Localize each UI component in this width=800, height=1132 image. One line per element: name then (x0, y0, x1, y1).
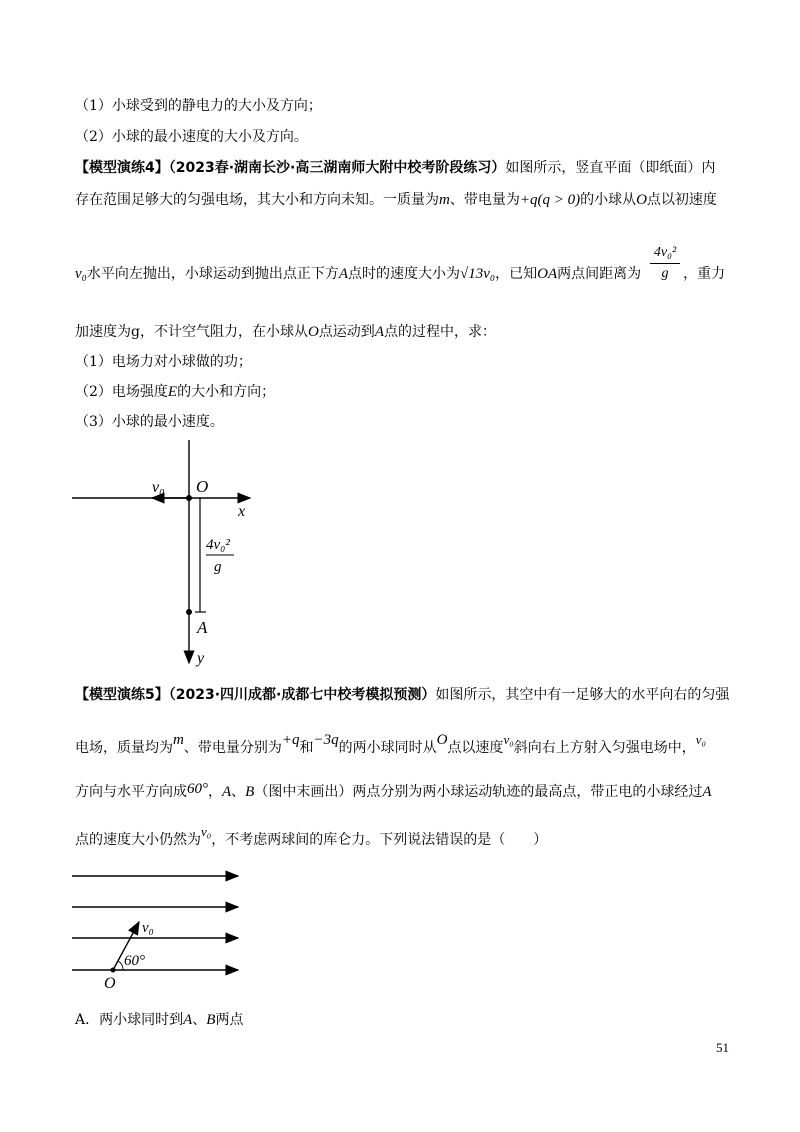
ex4-line-3 (75, 264, 725, 284)
option-text: 两点 (215, 1012, 244, 1028)
ex5-var-v0: v₀ (503, 732, 514, 747)
option-text: A．两小球同时到 (75, 1012, 184, 1028)
ex4-distance-fraction (650, 244, 680, 283)
ex5-text: 和 (299, 740, 314, 756)
ex4-text: 点的过程中，求： (383, 324, 496, 340)
ex5-charge-negative: −3q (313, 732, 339, 748)
ex5-text: ， (208, 784, 222, 800)
page-number: 51 (716, 1040, 729, 1055)
ex4-var-O: O (307, 324, 319, 340)
ex4-line-4 (75, 322, 496, 342)
option-text: 、 (192, 1012, 207, 1028)
ex5-line-4 (75, 824, 548, 850)
v0-label: v₀ (152, 479, 165, 496)
ex5-var-A: A (222, 784, 232, 800)
ex5-line-1 (75, 685, 729, 705)
ex5-line-3 (75, 782, 712, 802)
ex4-text: ，已知 (495, 266, 538, 282)
ex5-var-O: O (436, 732, 448, 748)
ex5-text: （图中末画出）两点分别为两小球运动轨迹的最高点，带正电的小球经过 (254, 784, 703, 800)
ex4-text: 两点间距离为 (557, 266, 642, 282)
ex5-text: 如图所示，其空中有一足够大的水平向右的匀强 (435, 687, 730, 703)
ex4-question-1: （1）电场力对小球做的功； (75, 354, 252, 370)
ex4-text: 如图所示，竖直平面（即纸面）内 (505, 160, 716, 176)
ex4-text: ，重力 (683, 266, 726, 282)
ex5-var-B: B (245, 784, 255, 800)
ex4-charge: +q(q > 0) (519, 192, 581, 208)
point-a (186, 609, 192, 615)
angle-arc (118, 961, 123, 970)
origin-point (186, 495, 192, 501)
ex4-var-m: m (439, 192, 450, 208)
ex5-text: 点的速度大小仍然为 (75, 832, 201, 848)
ex4-var-OA: OA (537, 266, 558, 282)
ex5-var-v0: v₀ (201, 824, 212, 839)
ex4-figure (60, 435, 280, 675)
question-2: （2）小球的最小速度的大小及方向。 (75, 129, 308, 145)
ex4-var-O: O (636, 192, 647, 208)
ex4-var-v0: v₀ (75, 266, 87, 282)
option-a (75, 1010, 243, 1030)
ex4-var-A: A (338, 266, 349, 282)
ex4-var-A: A (374, 324, 384, 340)
ex5-var-A: A (702, 784, 712, 800)
ex5-text: 电场，质量均为 (75, 740, 173, 756)
ex4-speed: √13v₀ (460, 266, 496, 282)
ex4-text: 存在范围足够大的匀强电场，其大小和方向未知。一质量为 (75, 192, 439, 208)
ex5-var-v0: v₀ (695, 732, 707, 747)
ex5-angle: 60° (187, 781, 208, 797)
origin-label: O (104, 975, 116, 990)
angle-label: 60° (124, 953, 145, 969)
option-var-B: B (206, 1012, 216, 1028)
ex4-text: （2）电场强度 (75, 384, 168, 400)
ex5-text: 、带电量分别为 (183, 740, 282, 756)
ex5-text: 的两小球同时从 (338, 740, 437, 756)
ex4-text: 的大小和方向； (177, 384, 276, 400)
ex5-text: 斜向右上方射入匀强电场中， (513, 740, 696, 756)
origin-point (111, 968, 116, 973)
ex4-text: 水平向左抛出，小球运动到抛出点正下方 (86, 266, 339, 282)
v0-label: v₀ (142, 920, 154, 936)
ex5-text: 、 (231, 784, 246, 800)
ex5-var-m: m (173, 732, 184, 748)
ex5-figure (60, 860, 260, 990)
ex5-charge-positive: +q (281, 732, 300, 748)
ex5-text: 方向与水平方向成 (75, 784, 187, 800)
figure-fraction-numerator: 4v₀² (206, 537, 230, 553)
ex4-text: 点运动到 (318, 324, 375, 340)
point-a-label: A (197, 618, 208, 637)
ex5-text: 点以速度 (447, 740, 504, 756)
ex5-text: ，不考虑两球间的库仑力。下列说法错误的是（ ） (211, 832, 548, 848)
fraction-denominator: g (661, 266, 669, 281)
ex4-text: 的小球从 (580, 192, 637, 208)
ex4-text: 点时的速度大小为 (348, 266, 461, 282)
question-1: （1）小球受到的静电力的大小及方向； (75, 98, 322, 114)
ex4-text: 、带电量为 (449, 192, 520, 208)
ex4-text: 点以初速度 (646, 192, 717, 208)
fraction-numerator: 4v₀² (653, 245, 677, 260)
ex4-question-3: （3）小球的最小速度。 (75, 414, 224, 430)
figure-fraction-denominator: g (214, 559, 222, 575)
ex4-line-1 (75, 158, 715, 178)
ex4-tag: 【模型演练4】（2023春·湖南长沙·高三湖南师大附中校考阶段练习） (75, 160, 506, 176)
origin-label: O (196, 477, 209, 496)
ex5-tag: 【模型演练5】（2023·四川成都·成都七中校考模拟预测） (75, 687, 436, 703)
y-axis-label: y (197, 650, 205, 667)
ex4-text: 加速度为g，不计空气阻力，在小球从 (75, 324, 308, 340)
ex4-question-2 (75, 382, 275, 402)
ex5-line-2 (75, 732, 707, 758)
ex4-var-E: E (167, 384, 178, 400)
ex4-line-2 (75, 190, 717, 210)
x-axis-label: x (238, 503, 246, 520)
option-var-A: A (183, 1012, 193, 1028)
